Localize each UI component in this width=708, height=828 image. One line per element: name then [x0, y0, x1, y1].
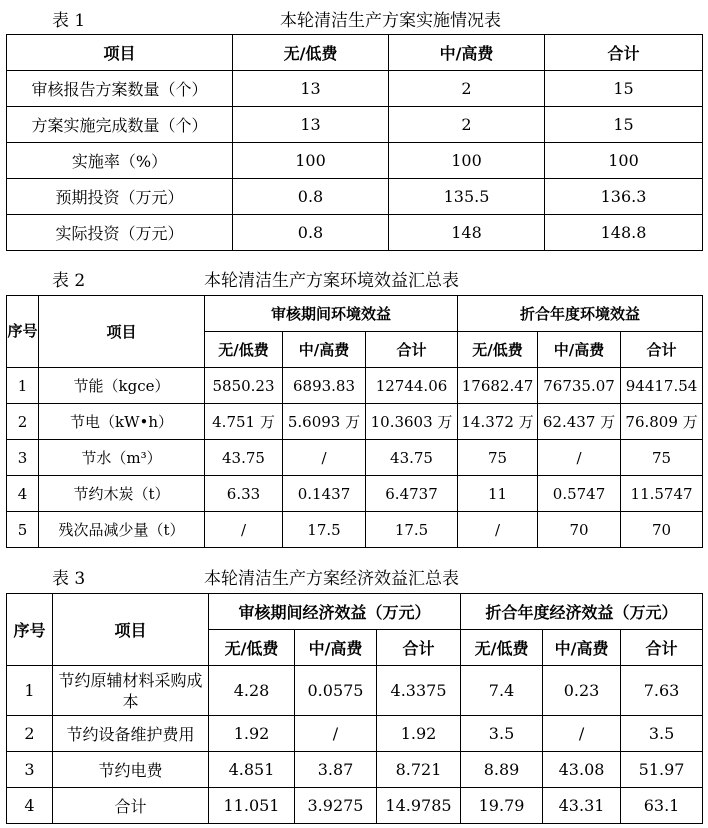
table-cell: 100 [233, 143, 389, 179]
table-cell: 3.5 [621, 716, 703, 752]
table-cell: 148 [389, 215, 545, 251]
table-cell: 7.4 [461, 666, 543, 716]
table-cell: 4 [7, 476, 39, 512]
table-cell: 残次品减少量（t） [39, 512, 205, 548]
table-cell: 3 [7, 440, 39, 476]
table1-header: 中/高费 [389, 35, 545, 71]
table2-subheader: 无/低费 [205, 332, 283, 368]
table1-title: 本轮清洁生产方案实施情况表 [280, 11, 501, 31]
table1-header: 无/低费 [233, 35, 389, 71]
table-cell: 1.92 [377, 716, 461, 752]
table-cell: 100 [545, 143, 703, 179]
table3-header-row [7, 594, 703, 630]
table2-subheader: 中/高费 [283, 332, 366, 368]
table-cell: 0.8 [233, 179, 389, 215]
table-cell: 10.3603 万 [366, 404, 458, 440]
table-cell: 76735.07 [538, 368, 621, 404]
table-cell: 5.6093 万 [283, 404, 366, 440]
table-cell: 12744.06 [366, 368, 458, 404]
table-cell: 预期投资（万元） [7, 179, 233, 215]
table-cell: 43.75 [366, 440, 458, 476]
table-cell: 63.1 [621, 788, 703, 824]
table-row [7, 666, 703, 716]
table-cell: 节约设备维护费用 [53, 716, 209, 752]
table1-header: 项目 [7, 35, 233, 71]
table-cell: 合计 [53, 788, 209, 824]
table-row [7, 476, 703, 512]
table-cell: 0.23 [543, 666, 621, 716]
table-cell: 100 [389, 143, 545, 179]
table-cell: 4.28 [209, 666, 295, 716]
table2-title: 本轮清洁生产方案环境效益汇总表 [204, 271, 459, 291]
table2-seq-header: 序号 [7, 296, 39, 368]
table-cell: 17.5 [366, 512, 458, 548]
table-cell: 3 [7, 752, 53, 788]
table3-seq-header: 序号 [7, 594, 53, 666]
table-cell: 节电（kW•h） [39, 404, 205, 440]
table-cell: 5 [7, 512, 39, 548]
table-cell: 4.3375 [377, 666, 461, 716]
table2-subheader: 合计 [366, 332, 458, 368]
table-cell: 14.9785 [377, 788, 461, 824]
table-cell: / [295, 716, 377, 752]
table-cell: 43.08 [543, 752, 621, 788]
table-cell: 6.4737 [366, 476, 458, 512]
table-cell: 11.5747 [621, 476, 703, 512]
table-cell: 4 [7, 788, 53, 824]
table3-group-header: 审核期间经济效益（万元） [209, 594, 461, 630]
table2-subheader: 合计 [621, 332, 703, 368]
table3-subheader: 合计 [621, 630, 703, 666]
table-cell: 135.5 [389, 179, 545, 215]
table-cell: 方案实施完成数量（个） [7, 107, 233, 143]
table1-header-row [7, 35, 703, 71]
table-row [7, 179, 703, 215]
table-cell: 43.31 [543, 788, 621, 824]
table-row [7, 143, 703, 179]
table-cell: 15 [545, 71, 703, 107]
table-cell: 节水（m³） [39, 440, 205, 476]
table3-label: 表 3 [52, 569, 86, 589]
table-cell: / [538, 440, 621, 476]
table-cell: 11.051 [209, 788, 295, 824]
table-cell: 43.75 [205, 440, 283, 476]
table2-group-header: 折合年度环境效益 [458, 296, 703, 332]
table-cell: 17682.47 [458, 368, 538, 404]
table-cell: 17.5 [283, 512, 366, 548]
table-cell: 19.79 [461, 788, 543, 824]
table3-item-header: 项目 [53, 594, 209, 666]
table-cell: 62.437 万 [538, 404, 621, 440]
table3 [6, 593, 703, 824]
table-cell: 实际投资（万元） [7, 215, 233, 251]
table1-header: 合计 [545, 35, 703, 71]
table-cell: 实施率（%） [7, 143, 233, 179]
table-cell: 8.89 [461, 752, 543, 788]
table-row [7, 788, 703, 824]
table-cell: 11 [458, 476, 538, 512]
table-cell: / [205, 512, 283, 548]
table2-item-header: 项目 [39, 296, 205, 368]
table-cell: 7.63 [621, 666, 703, 716]
table-cell: 6.33 [205, 476, 283, 512]
table-cell: 76.809 万 [621, 404, 703, 440]
table-cell: 1 [7, 666, 53, 716]
table2-subheader: 中/高费 [538, 332, 621, 368]
table-cell: 148.8 [545, 215, 703, 251]
table3-subheader: 无/低费 [209, 630, 295, 666]
table-row [7, 71, 703, 107]
table3-subheader: 合计 [377, 630, 461, 666]
table1 [6, 34, 703, 251]
table2-header-row [7, 296, 703, 332]
table-cell: 1.92 [209, 716, 295, 752]
table-cell: 70 [621, 512, 703, 548]
table2 [6, 295, 703, 548]
table-cell: 14.372 万 [458, 404, 538, 440]
table-cell: 4.851 [209, 752, 295, 788]
table-cell: 94417.54 [621, 368, 703, 404]
table3-subheader: 中/高费 [543, 630, 621, 666]
table-cell: 节约电费 [53, 752, 209, 788]
table-cell: 3.87 [295, 752, 377, 788]
table-cell: 8.721 [377, 752, 461, 788]
table-cell: 70 [538, 512, 621, 548]
table1-label: 表 1 [52, 11, 86, 31]
table-row [7, 107, 703, 143]
table-cell: 0.5747 [538, 476, 621, 512]
table-cell: 13 [233, 71, 389, 107]
table-cell: 3.9275 [295, 788, 377, 824]
table-cell: 2 [7, 716, 53, 752]
table-cell: 4.751 万 [205, 404, 283, 440]
table-cell: 75 [458, 440, 538, 476]
table-row [7, 404, 703, 440]
table-row [7, 215, 703, 251]
table-cell: 51.97 [621, 752, 703, 788]
table2-group-header: 审核期间环境效益 [205, 296, 458, 332]
table-cell: / [283, 440, 366, 476]
table-cell: 0.0575 [295, 666, 377, 716]
table-cell: 2 [7, 404, 39, 440]
table-cell: 6893.83 [283, 368, 366, 404]
table2-subheader: 无/低费 [458, 332, 538, 368]
table-cell: 2 [389, 107, 545, 143]
table-row [7, 752, 703, 788]
table-cell: 75 [621, 440, 703, 476]
table3-group-header: 折合年度经济效益（万元） [461, 594, 703, 630]
table3-subheader: 无/低费 [461, 630, 543, 666]
table-cell: / [458, 512, 538, 548]
table2-label: 表 2 [52, 271, 86, 291]
table-cell: 13 [233, 107, 389, 143]
table-cell: 15 [545, 107, 703, 143]
table-cell: 1 [7, 368, 39, 404]
table-cell: 节能（kgce） [39, 368, 205, 404]
table-row [7, 716, 703, 752]
table-cell: 0.1437 [283, 476, 366, 512]
table-row [7, 368, 703, 404]
table-cell: 0.8 [233, 215, 389, 251]
table-cell: 节约木炭（t） [39, 476, 205, 512]
table3-subheader: 中/高费 [295, 630, 377, 666]
table-cell: 审核报告方案数量（个） [7, 71, 233, 107]
table-cell: / [543, 716, 621, 752]
table-row [7, 440, 703, 476]
table-cell: 节约原辅材料采购成本 [53, 666, 209, 716]
table-cell: 5850.23 [205, 368, 283, 404]
table3-title: 本轮清洁生产方案经济效益汇总表 [204, 569, 459, 589]
table-row [7, 512, 703, 548]
table-cell: 136.3 [545, 179, 703, 215]
table-cell: 2 [389, 71, 545, 107]
table-cell: 3.5 [461, 716, 543, 752]
